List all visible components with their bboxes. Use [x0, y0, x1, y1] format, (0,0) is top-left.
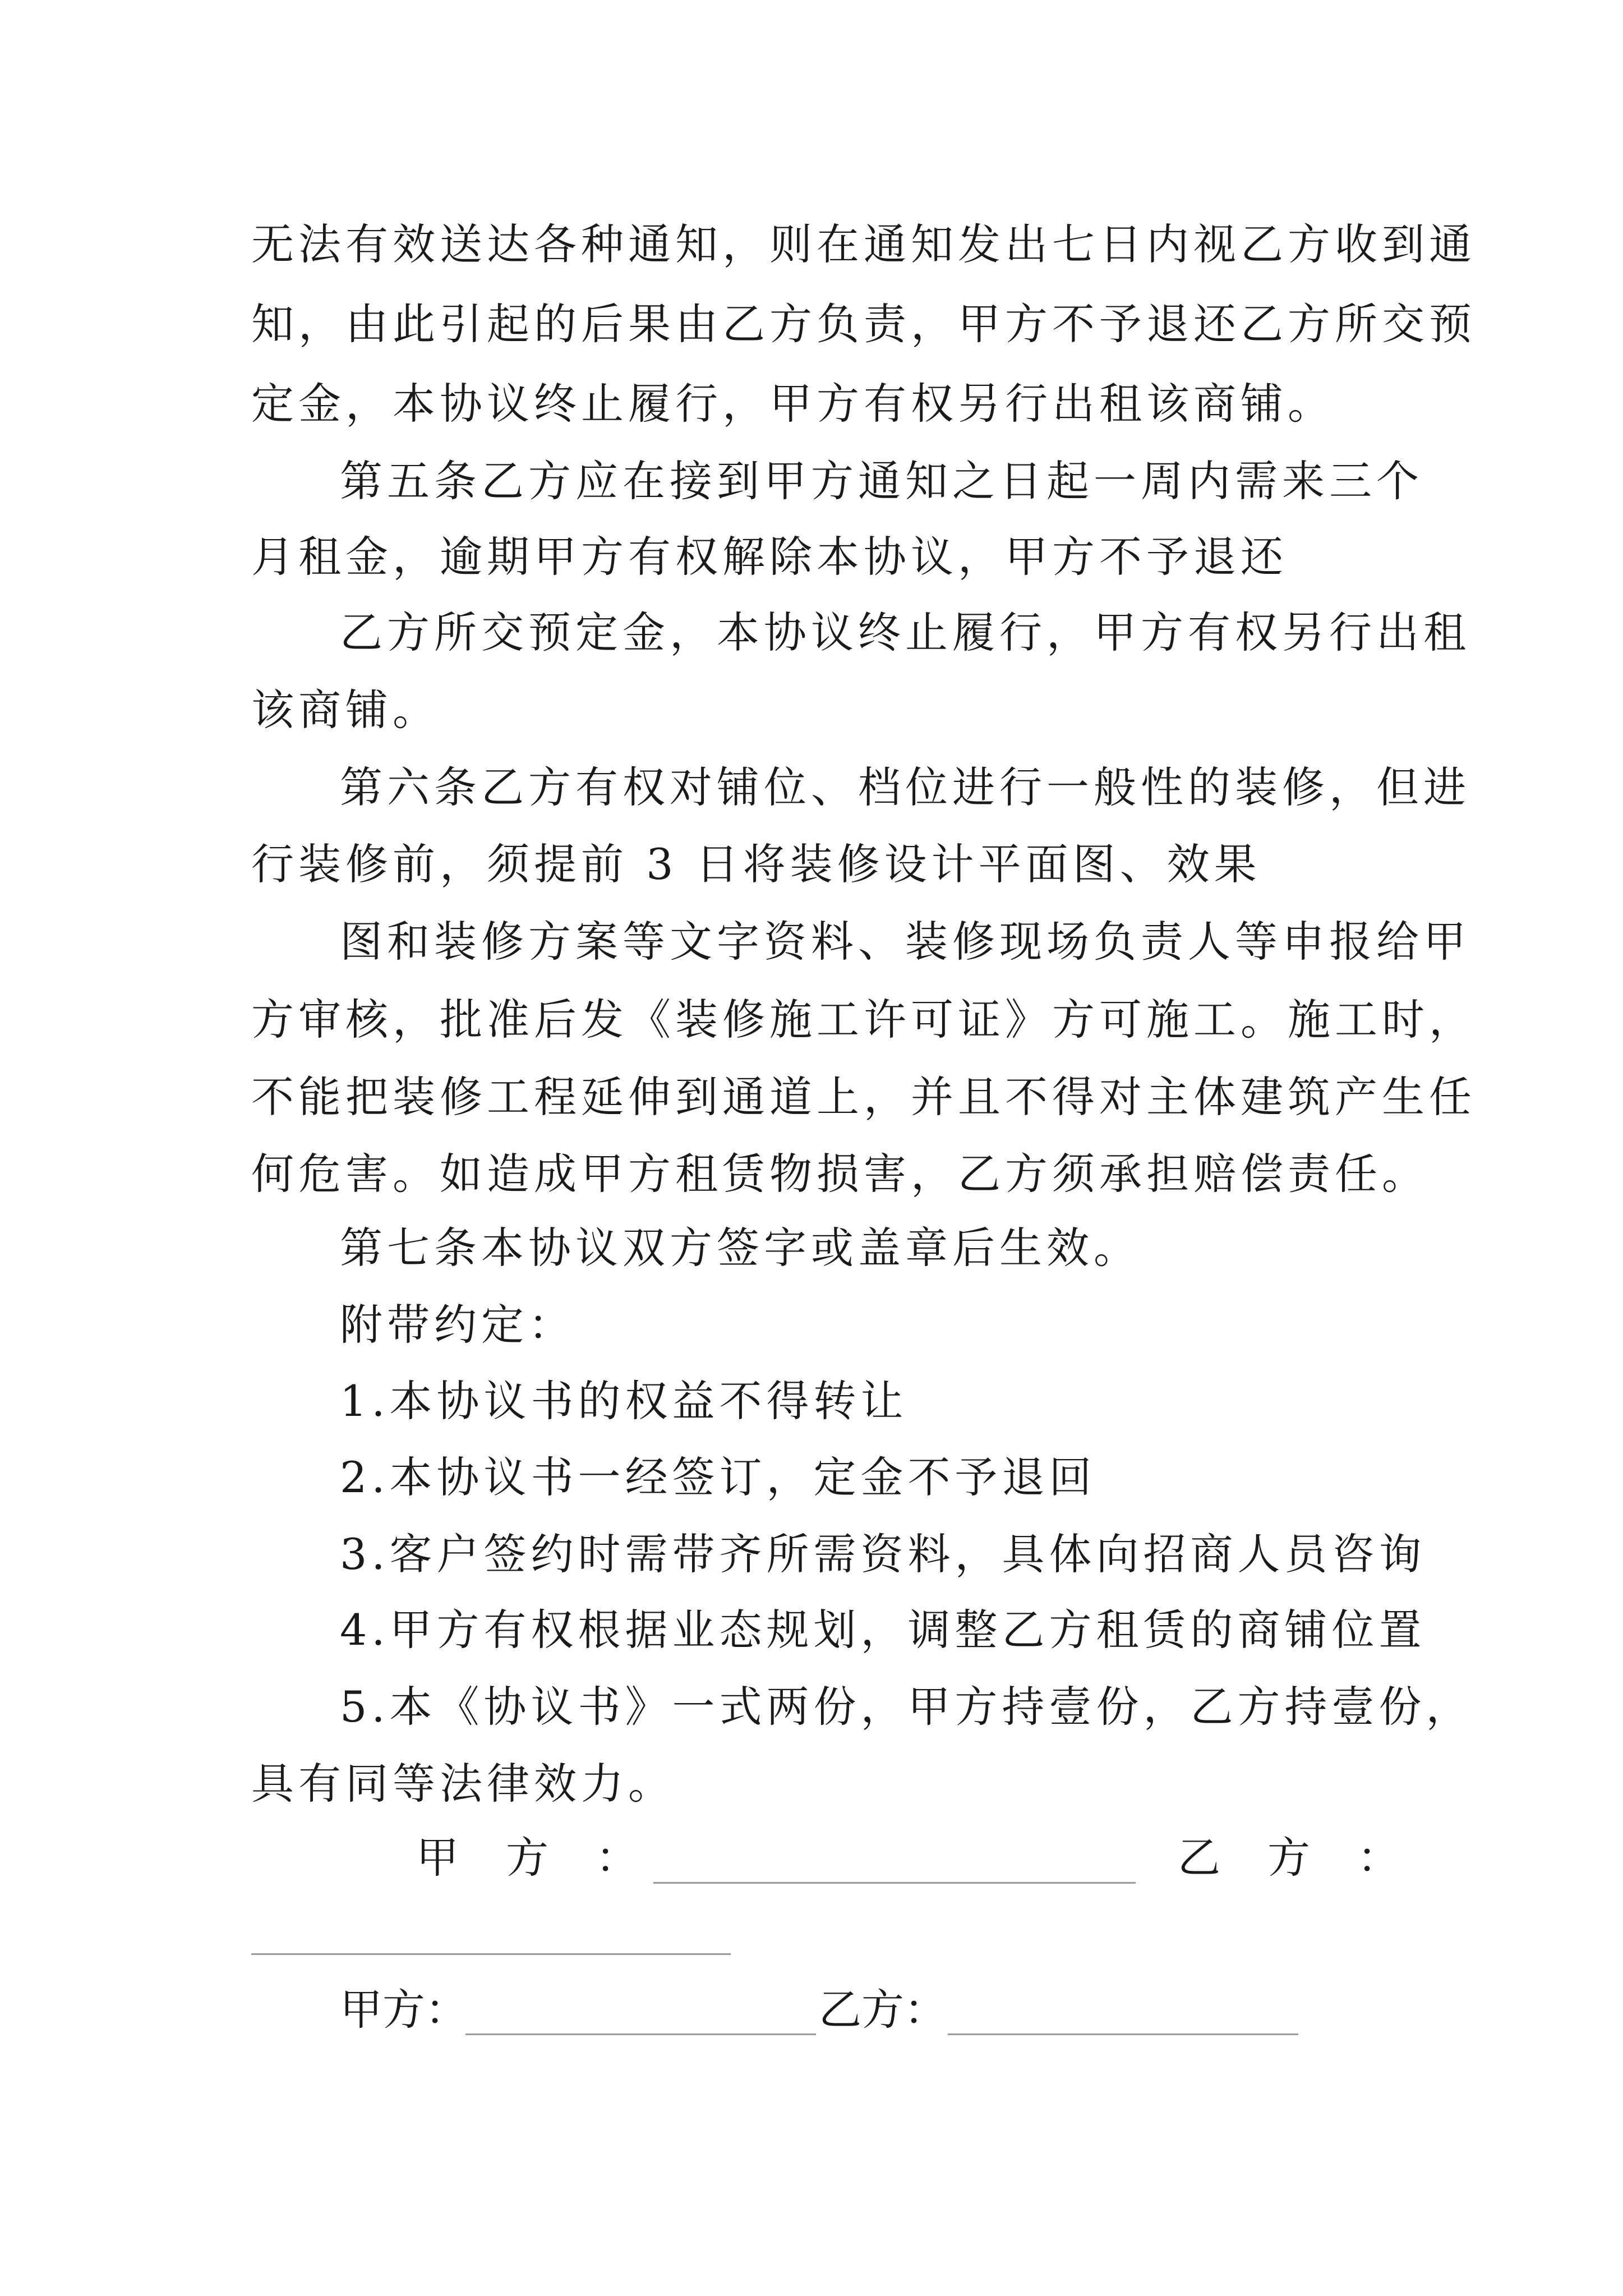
body-line: 无法有效送达各种通知，则在通知发出七日内视乙方收到通	[251, 219, 1476, 269]
article-5-line: 第五条乙方应在接到甲方通知之日起一周内需来三个	[340, 456, 1423, 506]
body-line: 该商铺。	[251, 685, 440, 735]
body-line: 定金，本协议终止履行，甲方有权另行出租该商铺。	[251, 379, 1335, 429]
term-item: 5.本《协议书》一式两份，甲方持壹份，乙方持壹份，	[340, 1682, 1473, 1732]
body-line: 方审核，批准后发《装修施工许可证》方可施工。施工时，	[251, 995, 1476, 1045]
body-line: 行装修前，须提前 3 日将装修设计平面图、效果	[251, 839, 1261, 889]
body-line: 月租金，逾期甲方有权解除本协议，甲方不予退还	[251, 532, 1288, 582]
party-a-label-2: 甲方：	[340, 1985, 468, 2035]
body-line: 具有同等法律效力。	[251, 1759, 675, 1809]
article-7-line: 第七条本协议双方签字或盖章后生效。	[340, 1223, 1141, 1273]
term-item: 2.本协议书一经签订，定金不予退回	[340, 1452, 1096, 1502]
body-line: 乙方所交预定金，本协议终止履行，甲方有权另行出租	[340, 608, 1470, 657]
term-item: 1.本协议书的权益不得转让	[340, 1376, 908, 1426]
party-a-signature-blank-2[interactable]	[465, 2033, 816, 2035]
term-item: 3.客户签约时需带齐所需资料，具体向招商人员咨询	[340, 1529, 1426, 1579]
body-line: 图和装修方案等文字资料、装修现场负责人等申报给甲	[340, 917, 1470, 967]
term-item: 4.甲方有权根据业态规划，调整乙方租赁的商铺位置	[340, 1605, 1426, 1655]
party-a-label: 甲 方 ：	[416, 1833, 640, 1883]
body-line: 知，由此引起的后果由乙方负责，甲方不予退还乙方所交预	[251, 299, 1476, 349]
body-line: 不能把装修工程延伸到通道上，并且不得对主体建筑产生任	[251, 1072, 1476, 1122]
party-b-signature-blank-2[interactable]	[948, 2033, 1298, 2035]
party-b-label-2: 乙方：	[819, 1985, 947, 2035]
attached-terms-heading: 附带约定：	[340, 1300, 575, 1350]
party-b-signature-blank[interactable]	[251, 1953, 731, 1955]
party-b-label: 乙 方 ：	[1178, 1833, 1402, 1883]
party-a-signature-blank[interactable]	[653, 1882, 1136, 1884]
body-line: 何危害。如造成甲方租赁物损害，乙方须承担赔偿责任。	[251, 1149, 1429, 1199]
article-6-line: 第六条乙方有权对铺位、档位进行一般性的装修，但进	[340, 762, 1470, 812]
